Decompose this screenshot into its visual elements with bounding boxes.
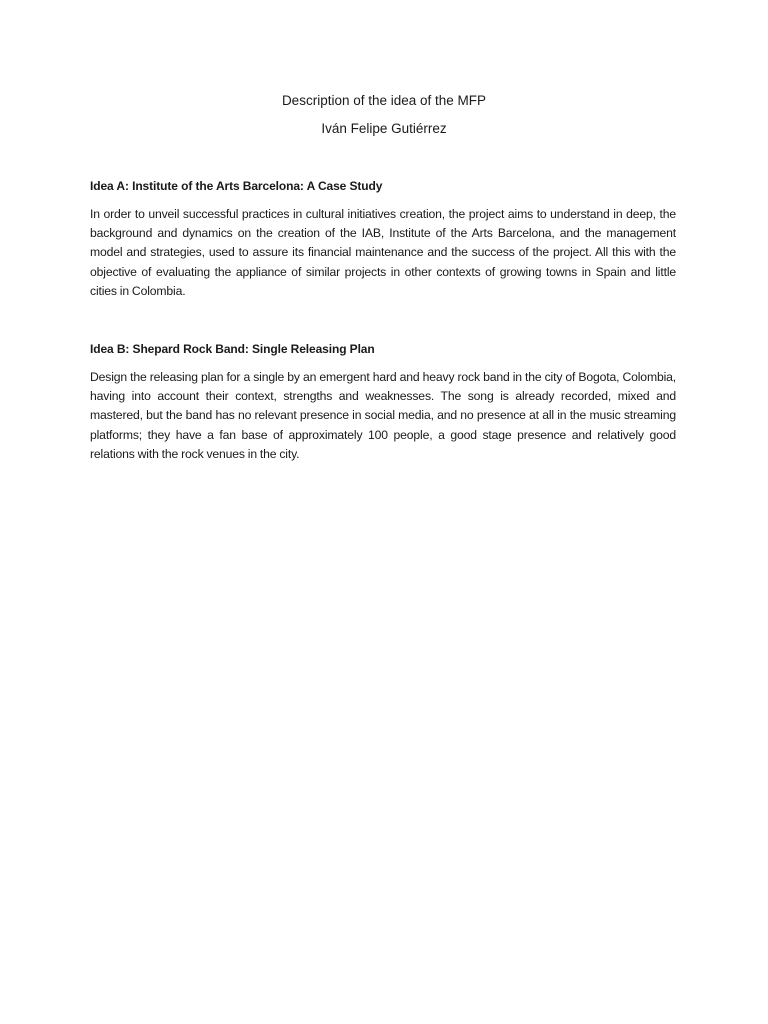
document-title: Description of the idea of the MFP	[281, 93, 487, 108]
idea-a-heading: Idea A: Institute of the Arts Barcelona: A Case Study	[90, 179, 383, 193]
idea-b-heading: Idea B: Shepard Rock Band: Single Releasing Plan	[90, 342, 375, 356]
idea-a-body: In order to unveil successful practices in cultural initiatives creation, the project aims to understand in deep, the background and dynamics on the creation of the IAB, Institute of the Arts Barcelona, and the management model and strategies, used to assure its financial maintenance and the success of the project. All this with the objective of evaluating the appliance of similar projects in other contexts of growing towns in Spain and little cities in Colombia.	[90, 207, 676, 298]
idea-b-body: Design the releasing plan for a single by an emergent hard and heavy rock band in the city of Bogota, Colombia, having into account their context, strengths and weaknesses. The song is already recorded, mixed and mastered, but the band has no relevant presence in social media, and no presence at all in the music streaming platforms; they have a fan base of approximately 100 people, a good stage presence and relatively good relations with the rock venues in the city.	[90, 370, 676, 461]
document-author: Iván Felipe Gutiérrez	[321, 121, 447, 136]
